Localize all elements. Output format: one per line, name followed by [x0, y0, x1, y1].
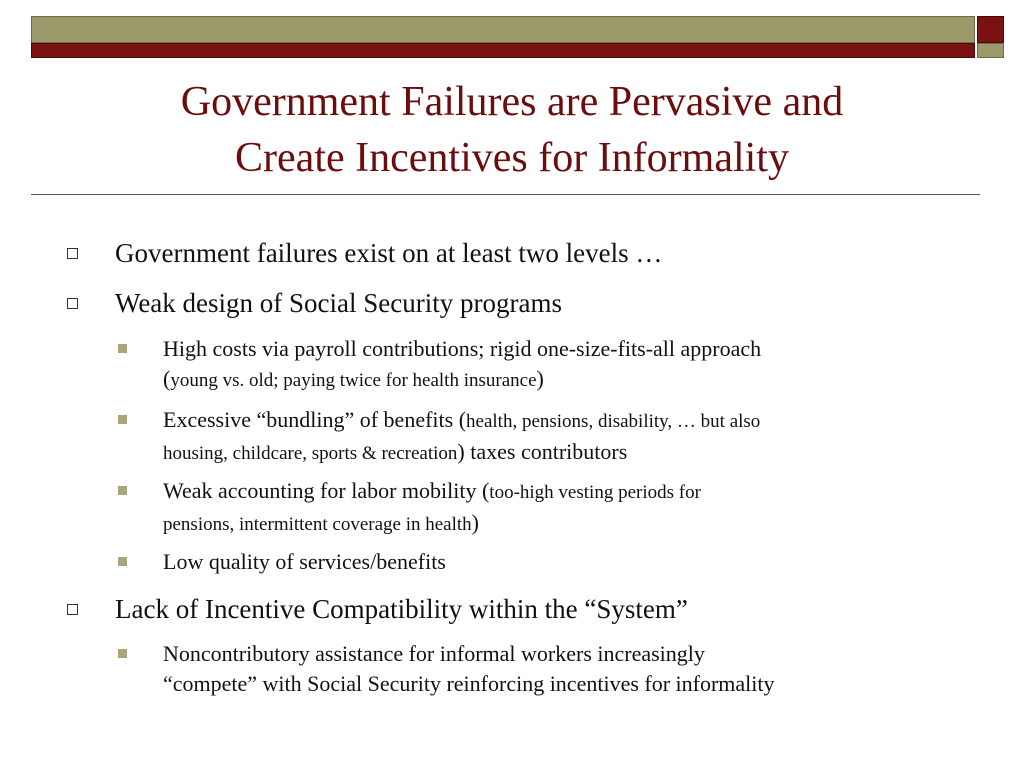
sub-1-line-1: High costs via payroll contributions; rigid one-size-fits-all approach [163, 336, 762, 361]
sub-1-line-2: “compete” with Social Security reinforcing incentives for informality [163, 671, 775, 696]
sub-3-small-2: pensions, intermittent coverage in health [163, 514, 472, 535]
paren-close: ) [536, 366, 544, 391]
bullet-3-sub-1 [163, 639, 963, 699]
sub-3-lead: Weak accounting for labor mobility ( [163, 478, 490, 503]
sub-1-line-1: Noncontributory assistance for informal workers increasingly [163, 641, 705, 666]
bullet-3 [115, 592, 975, 626]
bullet-2-sub-2 [163, 405, 963, 469]
header-olive-square [977, 43, 1004, 58]
hollow-square-bullet-icon [67, 298, 78, 309]
bullet-2-sub-3 [163, 476, 963, 540]
title-line-1: Government Failures are Pervasive and [180, 79, 844, 125]
square-bullet-icon [118, 486, 127, 495]
bullet-1 [115, 236, 975, 270]
sub-4-text: Low quality of services/benefits [163, 549, 446, 574]
title-divider [31, 194, 980, 195]
bullet-3-text: Lack of Incentive Compatibility within the “System” [115, 594, 688, 624]
header-maroon-square [977, 16, 1004, 43]
sub-3-small-1: too-high vesting periods for [489, 482, 701, 503]
sub-2-tail: ) taxes contributors [457, 439, 628, 464]
header-olive-bar [31, 16, 975, 43]
sub-2-lead: Excessive “bundling” of benefits ( [163, 407, 467, 432]
square-bullet-icon [118, 557, 127, 566]
header-maroon-bar [31, 43, 975, 58]
bullet-2-text: Weak design of Social Security programs [115, 288, 562, 318]
bullet-1-text: Government failures exist on at least two levels … [115, 238, 663, 268]
hollow-square-bullet-icon [67, 248, 78, 259]
hollow-square-bullet-icon [67, 604, 78, 615]
paren-open: ( [163, 366, 171, 391]
bullet-2-sub-1 [163, 334, 963, 396]
square-bullet-icon [118, 415, 127, 424]
slide-title [40, 74, 984, 186]
square-bullet-icon [118, 344, 127, 353]
sub-2-small-1: health, pensions, disability, … but also [466, 411, 761, 432]
sub-1-line-2: young vs. old; paying twice for health insurance [170, 370, 537, 391]
bullet-2-sub-4 [163, 547, 963, 577]
square-bullet-icon [118, 649, 127, 658]
sub-3-tail: ) [471, 510, 479, 535]
bullet-2 [115, 286, 975, 320]
title-line-2: Create Incentives for Informality [235, 135, 789, 181]
sub-2-small-2: housing, childcare, sports & recreation [163, 443, 458, 464]
